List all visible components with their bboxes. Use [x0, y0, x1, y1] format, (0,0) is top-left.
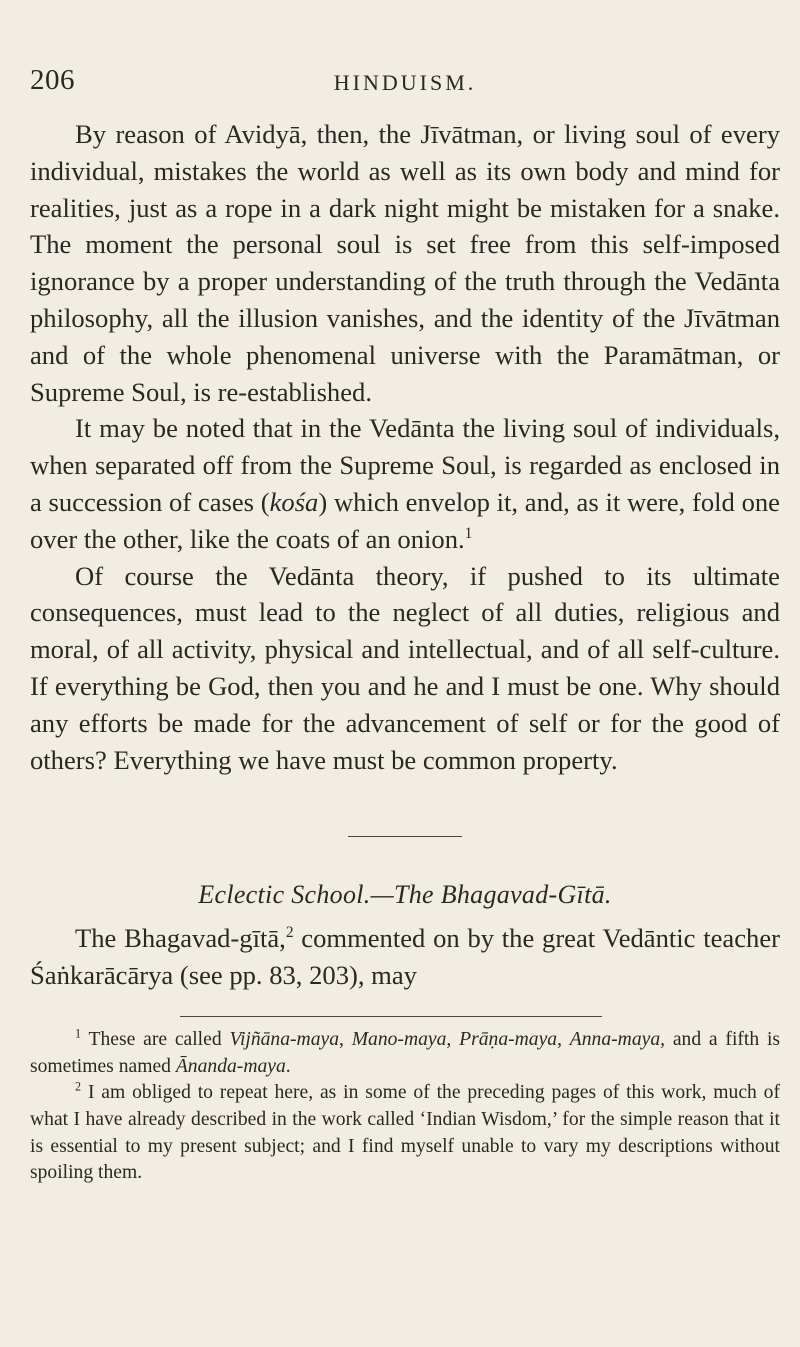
book-page — [30, 64, 780, 1187]
footnote-rule — [180, 1016, 602, 1017]
footnote-2-mark: 2 — [75, 1079, 82, 1094]
footnote-1-text: These are called — [88, 1028, 230, 1050]
footnote-1 — [30, 1027, 780, 1080]
footnote-2-text: I am obliged to repeat here, as in some of the preceding pages of this work, much of what I have already described in the work called ‘Indian Wisdom,’ for the simple reason that it is essential to my present subject; and I find myself unable to vary my descriptions without spoiling them. — [30, 1082, 780, 1184]
term-prana-maya: Prāṇa-maya — [459, 1028, 558, 1050]
footnote-ref-2: 2 — [285, 924, 294, 942]
term-anna-maya: Anna-maya — [569, 1028, 661, 1050]
section-heading: Eclectic School.—The Bhagavad-Gītā. — [198, 880, 612, 910]
paragraph-kosa — [30, 410, 780, 557]
paragraph-avidya-text: By reason of Avidyā, then, the Jīvātman, or living soul of every individual, mistakes the world as well as its own body and mind for realities, just as a rope in a dark night might be mistaken for a snake. The moment the personal soul is set free from this self-imposed ignorance by a proper understanding of the truth through the Vedānta philosophy, all the illusion vanishes, and the identity of the Jīvātman and of the whole phenomenal universe with the Paramātman, or Supreme Soul, is re-established. — [30, 119, 780, 407]
footnote-1-end: . — [285, 1055, 291, 1077]
kosa-term: kośa — [269, 486, 319, 517]
paragraph-kosa-text-b: ) which envelop it, and, as it were, fold one over the other, like the coats of an onion. — [30, 486, 780, 554]
term-vijnana-maya: Vijñāna-maya — [229, 1028, 339, 1050]
footnote-2 — [30, 1080, 780, 1187]
paragraph-consequences — [30, 558, 780, 779]
section-paragraph — [30, 920, 780, 994]
footnote-1-mark: 1 — [75, 1026, 82, 1041]
footnotes — [30, 1027, 780, 1187]
section-divider — [348, 836, 462, 837]
section-paragraph-text-b: commented on by the great Vedāntic teacher Śaṅkarācārya (see pp. 83, 203), may — [30, 923, 780, 991]
term-mano-maya: Mano-maya — [351, 1028, 447, 1050]
running-title: HINDUISM. — [333, 70, 477, 95]
separator: , — [557, 1028, 570, 1050]
separator: , — [339, 1028, 352, 1050]
footnote-ref-1: 1 — [464, 524, 473, 542]
running-head — [30, 64, 780, 104]
body-text — [30, 116, 780, 778]
separator: , — [446, 1028, 460, 1050]
paragraph-avidya — [30, 116, 780, 410]
paragraph-kosa-text-a: It may be noted that in the Vedānta the living soul of individuals, when separated off from the Supreme Soul, is regarded as enclosed in a succession of cases ( — [30, 413, 780, 517]
paragraph-consequences-text: Of course the Vedānta theory, if pushed to its ultimate consequences, must lead to the neglect of all duties, religious and moral, of all activity, physical and intellectual, and of all self-culture. If everything be God, then you and he and I must be one. Why should any efforts be made for the advancement of self or for the good of others? Everything we have must be common property. — [30, 560, 780, 775]
term-ananda-maya: Ānanda-maya — [175, 1055, 286, 1077]
section-paragraph-text-a: The Bhagavad-gītā, — [75, 923, 286, 954]
footnote-1-text-mid: , and a fifth is sometimes named — [30, 1028, 781, 1077]
page-number: 206 — [30, 64, 75, 96]
